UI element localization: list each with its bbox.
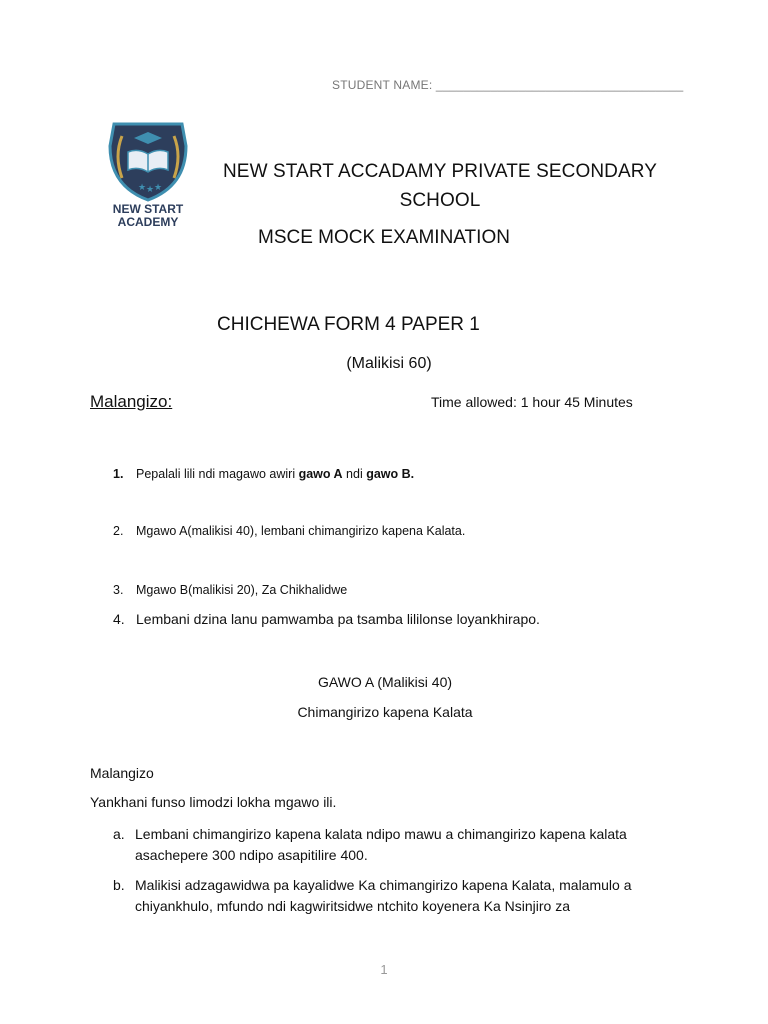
instruction-text: Mgawo A(malikisi 40), lembani chimangirizo kapena Kalata. xyxy=(136,524,466,538)
instruction-number: 4. xyxy=(113,611,125,627)
instructions-heading: Malangizo: xyxy=(90,392,173,411)
time-allowed: Time allowed: 1 hour 45 Minutes xyxy=(431,394,633,410)
instruction-number: 3. xyxy=(113,583,124,597)
section-title: GAWO A (Malikisi 40) xyxy=(317,674,453,690)
instruction-number: 1. xyxy=(113,467,124,481)
section-subtitle: Chimangirizo kapena Kalata xyxy=(297,704,473,720)
instruction-item xyxy=(113,467,414,481)
list-letter: a. xyxy=(113,826,125,842)
star-icon: ★ xyxy=(146,185,155,195)
list-letter: b. xyxy=(113,877,125,893)
logo-text-line1: NEW START xyxy=(112,202,184,216)
instruction-text: Pepalali lili ndi magawo awiri gawo A ndi gawo B. xyxy=(136,467,415,481)
list-text: Lembani chimangirizo kapena kalata ndipo mawu a chimangirizo kapena kalata asachepere 300 ndipo asapitilire 400. xyxy=(135,826,627,863)
instruction-item xyxy=(113,611,540,627)
list-item xyxy=(113,824,683,866)
student-name-line: STUDENT NAME: ____________________________________ xyxy=(332,78,684,92)
instruction-item xyxy=(113,524,465,538)
section-instructions-heading: Malangizo xyxy=(90,765,154,781)
instruction-text: Mgawo B(malikisi 20), Za Chikhalidwe xyxy=(136,583,348,597)
logo-text-line2: ACADEMY xyxy=(117,215,179,229)
school-name: NEW START ACCADAMY PRIVATE SECONDARY SCHOOL xyxy=(222,161,657,211)
exam-title: MSCE MOCK EXAMINATION xyxy=(258,227,510,248)
list-item xyxy=(113,875,683,917)
paper-title: CHICHEWA FORM 4 PAPER 1 xyxy=(217,314,480,335)
list-text: Malikisi adzagawidwa pa kayalidwe Ka chimangirizo kapena Kalata, malamulo a chiyankhulo, mfundo ndi kagwiritsidwe ntchito koyenera Ka Nsinjiro za xyxy=(135,877,632,914)
section-intro: Yankhani funso limodzi lokha mgawo ili. xyxy=(90,794,337,810)
total-marks: (Malikisi 60) xyxy=(346,355,432,372)
page-number: 1 xyxy=(380,962,388,977)
instruction-number: 2. xyxy=(113,524,124,538)
star-icon: ★ xyxy=(138,183,147,193)
instruction-item xyxy=(113,583,347,597)
school-logo xyxy=(100,116,196,232)
instruction-text: Lembani dzina lanu pamwamba pa tsamba lililonse loyankhirapo. xyxy=(136,611,540,627)
star-icon: ★ xyxy=(154,183,163,193)
